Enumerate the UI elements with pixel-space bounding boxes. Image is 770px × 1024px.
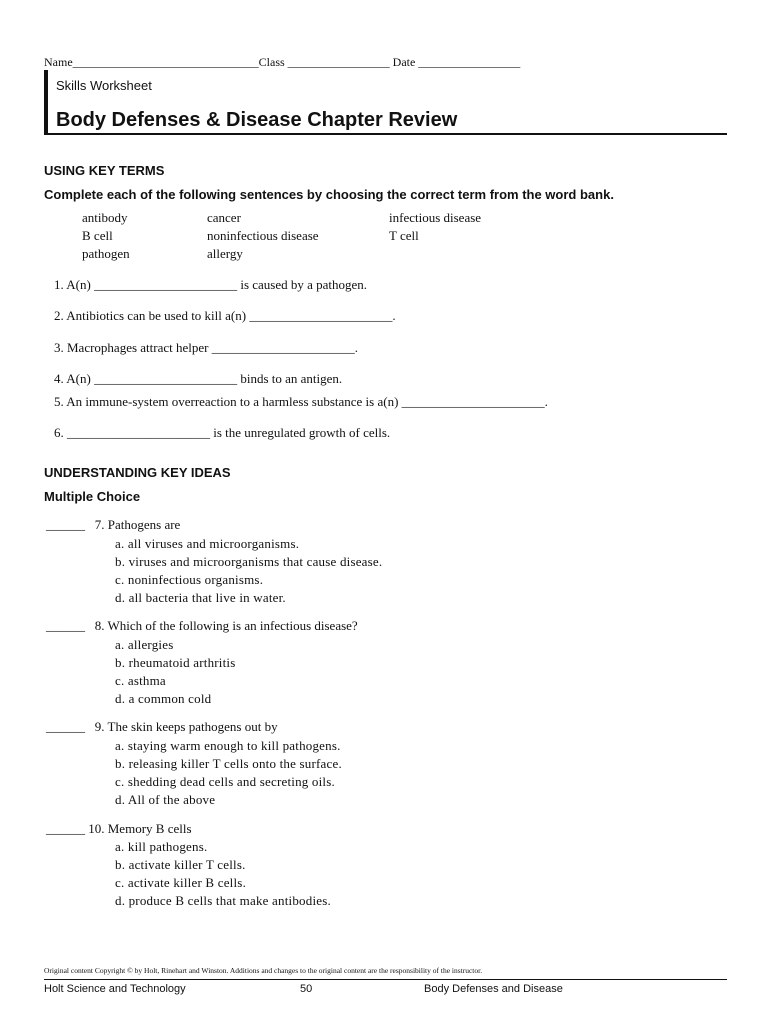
title-rule	[44, 133, 727, 135]
answer-option: c. activate killer B cells.	[115, 875, 247, 890]
answer-option: c. asthma	[115, 673, 166, 688]
answer-option: d. All of the above	[115, 792, 216, 807]
fill-in-sentence: 5. An immune-system overreaction to a harmless substance is a(n) ______________________.	[54, 394, 548, 409]
answer-option: b. viruses and microorganisms that cause disease.	[115, 554, 383, 569]
word-bank-term: antibody	[82, 210, 128, 225]
fill-in-sentence: 2. Antibiotics can be used to kill a(n) ______________________.	[54, 308, 396, 323]
answer-option: c. shedding dead cells and secreting oils.	[115, 774, 335, 789]
footer-chapter: Body Defenses and Disease	[424, 983, 563, 995]
title-accent-bar	[44, 70, 48, 134]
word-bank-term: noninfectious disease	[207, 228, 319, 243]
question-stem: ______ 7. Pathogens are	[46, 517, 181, 532]
answer-option: c. noninfectious organisms.	[115, 572, 264, 587]
word-bank-term: B cell	[82, 228, 113, 243]
section-heading-key-terms: USING KEY TERMS	[44, 163, 165, 178]
word-bank-term: T cell	[389, 228, 419, 243]
answer-option: a. all viruses and microorganisms.	[115, 536, 300, 551]
question-stem: ______ 9. The skin keeps pathogens out by	[46, 719, 278, 734]
page-title: Body Defenses & Disease Chapter Review	[56, 109, 458, 131]
answer-option: b. releasing killer T cells onto the surface.	[115, 756, 342, 771]
answer-option: a. kill pathogens.	[115, 839, 208, 854]
fill-in-sentence: 3. Macrophages attract helper ______________________.	[54, 340, 358, 355]
fill-in-sentence: 1. A(n) ______________________ is caused by a pathogen.	[54, 277, 368, 292]
name-class-date-line: Name_______________________________Class _________________ Date _________________	[44, 55, 521, 69]
word-bank-term: infectious disease	[389, 210, 482, 225]
answer-option: b. activate killer T cells.	[115, 857, 246, 872]
answer-option: a. staying warm enough to kill pathogens.	[115, 738, 341, 753]
subheading-multiple-choice: Multiple Choice	[44, 489, 141, 504]
worksheet-kicker: Skills Worksheet	[56, 78, 152, 93]
answer-option: b. rheumatoid arthritis	[115, 655, 236, 670]
footer-rule	[44, 979, 727, 980]
answer-option: d. all bacteria that live in water.	[115, 590, 286, 605]
page-number: 50	[300, 983, 313, 995]
answer-option: d. a common cold	[115, 691, 212, 706]
footer-publisher: Holt Science and Technology	[44, 983, 186, 995]
question-stem: ______ 10. Memory B cells	[46, 821, 192, 836]
fill-in-sentence: 6. ______________________ is the unregulated growth of cells.	[54, 425, 391, 440]
question-stem: ______ 8. Which of the following is an infectious disease?	[46, 618, 358, 633]
answer-option: d. produce B cells that make antibodies.	[115, 893, 331, 908]
section-heading-key-ideas: UNDERSTANDING KEY IDEAS	[44, 465, 231, 480]
answer-option: a. allergies	[115, 637, 174, 652]
word-bank-term: pathogen	[82, 246, 130, 261]
fill-in-sentence: 4. A(n) ______________________ binds to an antigen.	[54, 371, 343, 386]
instruction-text: Complete each of the following sentences by choosing the correct term from the word bank.	[44, 187, 614, 202]
word-bank-term: cancer	[207, 210, 241, 225]
word-bank-term: allergy	[207, 246, 243, 261]
copyright-notice: Original content Copyright © by Holt, Rinehart and Winston. Additions and changes to the original content are the responsibility of the instructor.	[44, 966, 483, 975]
